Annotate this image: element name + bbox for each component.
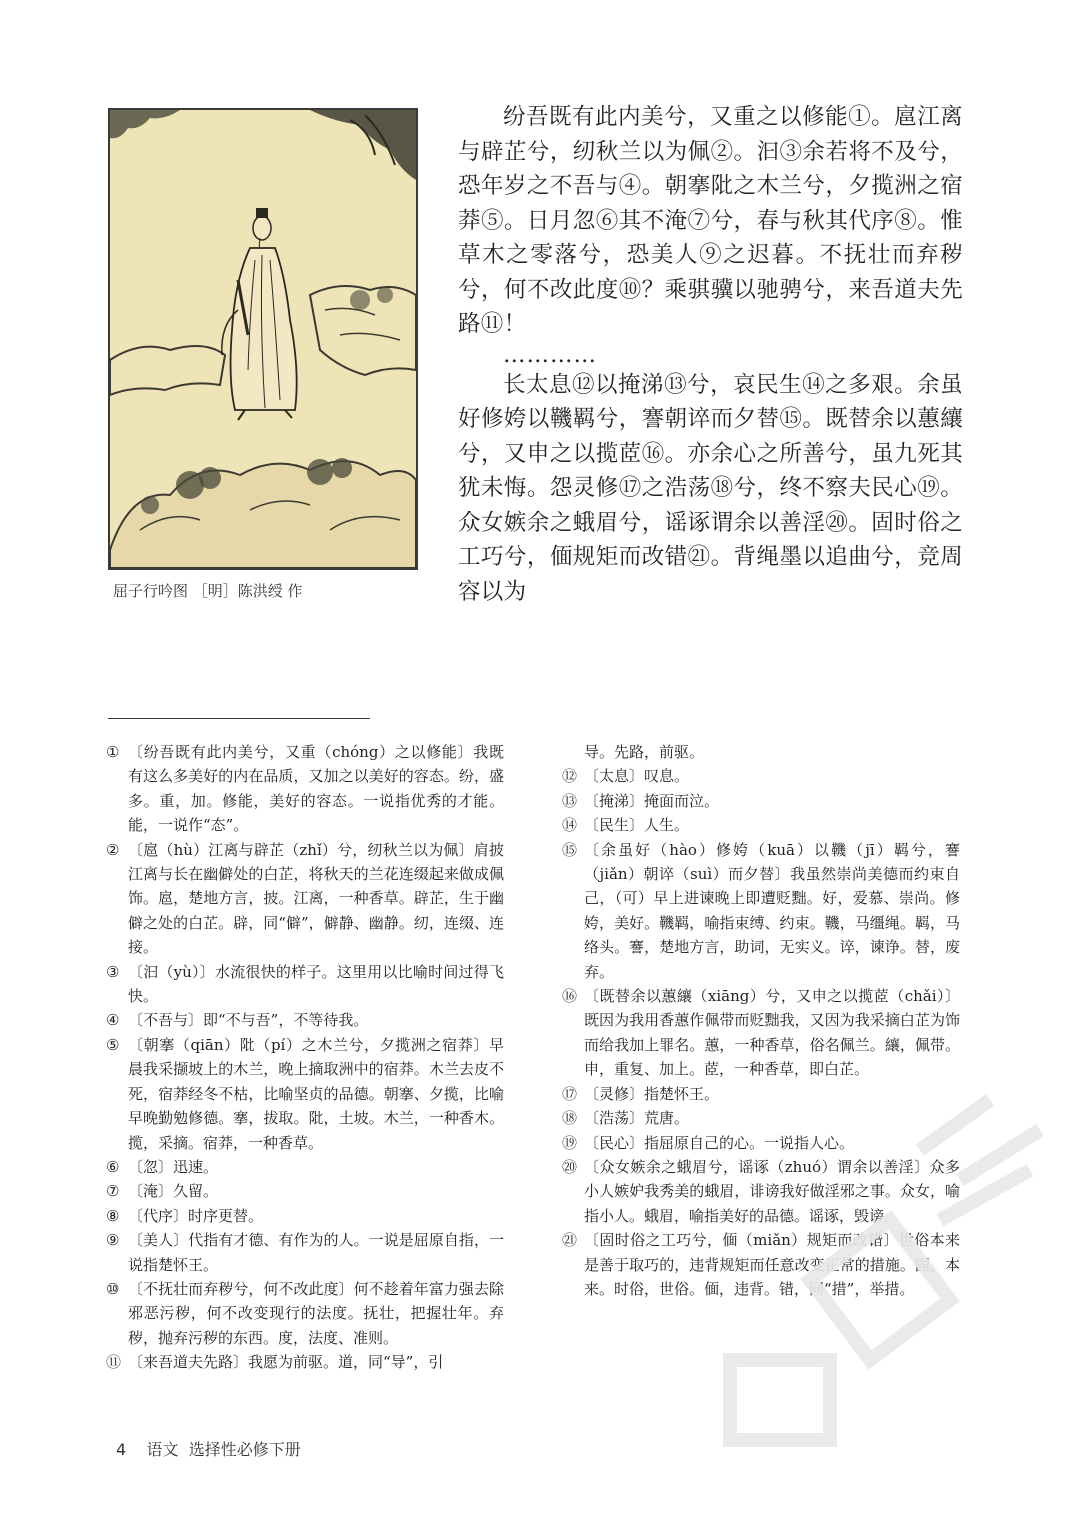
illustration-caption: 屈子行吟图 ［明］陈洪绶 作 bbox=[113, 582, 303, 600]
footnote-12: ⑫ 〔太息〕叹息。 bbox=[562, 767, 690, 786]
footnotes-right-column bbox=[562, 740, 960, 1301]
footnote-1: ① 〔纷吾既有此内美兮，又重（chóng）之以修能〕我既有这么多美好的内在品质，又加之以美好的容态。纷，盛多。重，加。修能，美好的容态。一说指优秀的才能。能，一说作“态”。 bbox=[106, 743, 504, 835]
footnote-6: ⑥ 〔忽〕迅速。 bbox=[106, 1157, 219, 1176]
poem-stanza-1: 纷吾既有此内美兮，又重之以修能①。扈江离与辟芷兮，纫秋兰以为佩②。汩③余若将不及兮，恐年岁之不吾与④。朝搴阰之木兰兮，夕揽洲之宿莽⑤。日月忽⑥其不淹⑦兮，春与秋其代序⑧。惟草木之零落兮，恐美人⑨之迟暮。不抚壮而弃秽兮，何不改此度⑩？乘骐骥以驰骋兮，来吾道夫先路⑪！ bbox=[458, 104, 963, 337]
poem-text bbox=[458, 100, 963, 609]
footnote-2: ② 〔扈（hù）江离与辟芷（zhǐ）兮，纫秋兰以为佩〕肩披江离与长在幽僻处的白芷，将秋天的兰花连缀起来做成佩饰。扈，楚地方言，披。江离，一种香草。辟芷，生于幽僻之处的白芷。辟，同“僻”，僻静、幽静。纫，连缀、连接。 bbox=[106, 840, 504, 957]
footnote-4: ④ 〔不吾与〕即“不与吾”，不等待我。 bbox=[106, 1011, 369, 1030]
illustration-drawing bbox=[110, 110, 416, 568]
footnote-16: ⑯ 〔既替余以蕙纕（xiāng）兮，又申之以揽茝（chǎi）〕既因为我用香蕙作佩带而贬黜我，又因为我采摘白芷为饰而给我加上罪名。蕙，一种香草，俗名佩兰。纕，佩带。申，重复、加上。茝，一种香草，即白芷。 bbox=[562, 987, 960, 1079]
poem-stanza-2: 长太息⑫以掩涕⑬兮，哀民生⑭之多艰。余虽好修姱以鞿羁兮，謇朝谇而夕替⑮。既替余以蕙纕兮，又申之以揽茝⑯。亦余心之所善兮，虽九死其犹未悔。怨灵修⑰之浩荡⑱兮，终不察夫民心⑲。众女嫉余之蛾眉兮，谣诼谓余以善淫⑳。固时俗之工巧兮，偭规矩而改错㉑。背绳墨以追曲兮，竞周容以为 bbox=[458, 371, 963, 605]
footnote-15: ⑮ 〔余虽好（hào）修姱（kuā）以鞿（jī）羁兮，謇（jiǎn）朝谇（suì）而夕替〕我虽然崇尚美德而约束自己，（可）早上进谏晚上即遭贬黜。好，爱慕、崇尚。修姱，美好。鞿羁，喻指束缚、约束。鞿，马缰绳。羁，马络头。謇，楚地方言，助词，无实义。谇，谏诤。替，废弃。 bbox=[562, 840, 960, 981]
footnote-11-continued: 导。先路，前驱。 bbox=[584, 743, 705, 761]
footnote-20: ⑳ 〔众女嫉余之蛾眉兮，谣诼（zhuó）谓余以善淫〕众多小人嫉妒我秀美的蛾眉，诽谤我好做淫邪之事。众女，喻指小人。蛾眉，喻指美好的品德。谣诼，毁谤。 bbox=[562, 1157, 960, 1225]
footnote-5: ⑤ 〔朝搴（qiān）阰（pí）之木兰兮，夕揽洲之宿莽〕早晨我采撷坡上的木兰，晚上摘取洲中的宿莽。木兰去皮不死，宿莽经冬不枯，比喻坚贞的品德。朝搴、夕揽，比喻早晚勤勉修德。搴，拔取。阰，土坡。木兰，一种香木。揽，采摘。宿莽，一种香草。 bbox=[106, 1035, 504, 1152]
footnote-7: ⑦ 〔淹〕久留。 bbox=[106, 1182, 219, 1201]
footnote-18: ⑱ 〔浩荡〕荒唐。 bbox=[562, 1109, 690, 1128]
footnote-21: ㉑ 〔固时俗之工巧兮，偭（miǎn）规矩而改错〕世俗本来是善于取巧的，违背规矩而任意改变正常的措施。固，本来。时俗，世俗。偭，违背。错，同“措”，举措。 bbox=[562, 1231, 960, 1298]
footnote-13: ⑬ 〔掩涕〕掩面而泣。 bbox=[562, 791, 720, 810]
book-title: 语文 选择性必修下册 bbox=[146, 1440, 301, 1459]
footnote-17: ⑰ 〔灵修〕指楚怀王。 bbox=[562, 1084, 720, 1103]
page-number: 4 bbox=[116, 1440, 127, 1459]
poem-ellipsis: ………… bbox=[503, 341, 597, 368]
footnote-11: ⑪ 〔来吾道夫先路〕我愿为前驱。道，同“导”，引 bbox=[106, 1353, 444, 1372]
figure-qu-yuan bbox=[222, 208, 297, 420]
footnote-separator bbox=[108, 718, 370, 719]
footnote-9: ⑨ 〔美人〕代指有才德、有作为的人。一说是屈原自指，一说指楚怀王。 bbox=[106, 1231, 504, 1274]
footnote-8: ⑧ 〔代序〕时序更替。 bbox=[106, 1206, 264, 1225]
page-footer bbox=[116, 1437, 301, 1460]
footnotes-left-column bbox=[106, 740, 504, 1375]
footnote-3: ③ 〔汩（yù）〕水流很快的样子。这里用以比喻时间过得飞快。 bbox=[106, 962, 504, 1006]
qu-yuan-illustration bbox=[108, 108, 418, 570]
footnote-14: ⑭ 〔民生〕人生。 bbox=[562, 816, 690, 835]
footnote-19: ⑲ 〔民心〕指屈原自己的心。一说指人心。 bbox=[562, 1133, 855, 1152]
footnote-10: ⑩ 〔不抚壮而弃秽兮，何不改此度〕何不趁着年富力强去除邪恶污秽，何不改变现行的法度。抚壮，把握壮年。弃秽，抛弃污秽的东西。度，法度、准则。 bbox=[106, 1279, 504, 1347]
